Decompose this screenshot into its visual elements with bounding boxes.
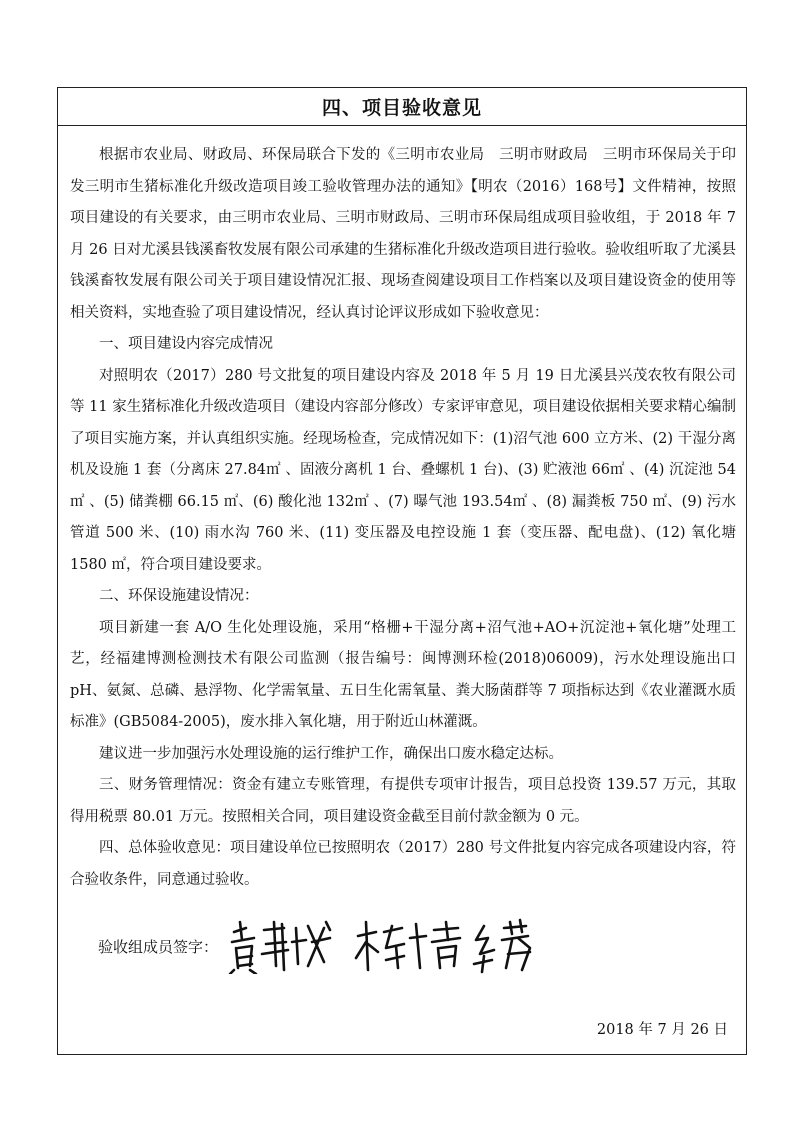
paragraph-conclusion: 四、总体验收意见：项目建设单位已按照明农（2017）280 号文件批复内容完成各项建设内容，符合验收条件，同意通过验收。	[70, 840, 736, 888]
paragraph-construction: 对照明农（2017）280 号文批复的项目建设内容及 2018 年 5 月 19 日尤溪县兴茂农牧有限公司等 11 家生猪标准化升级改造项目（建设内容部分修改）专家评审意见，项目建设依据相关要求精心编制了项目实施方案，并认真组织实施。经现场检查，完成情况如下：(1)沼气池 600 立方米、(2) 干湿分离机及设施 1 套（分离床 27.84㎡ 、固液分离机 1 台、叠螺机 1 台)、(3) 贮液池 66㎡ 、(4) 沉淀池 54 ㎡ 、(5) 储粪棚 66.15 ㎡、(6) 酸化池 132㎡ 、(7) 曝气池 193.54㎡ 、(8) 漏粪板 750 ㎡、(9) 污水管道 500 米、(10) 雨水沟 760 米、(11) 变压器及电控设施 1 套（变压器、配电盘)、(12) 氧化塘 1580 ㎡，符合项目建设要求。	[70, 367, 736, 573]
paragraph-environment: 项目新建一套 A/O 生化处理设施，采用“格栅+干湿分离+沼气池+AO+沉淀池+氧化塘”处理工艺，经福建博测检测技术有限公司监测（报告编号：闽博测环检(2018)06009)，污水处理设施出口 pH、氨氮、总磷、悬浮物、化学需氧量、五日生化需氧量、粪大肠菌群等 7 项指标达到《农业灌溉水质标准》(GB5084-2005)，废水排入氧化塘，用于附近山林灌溉。	[70, 619, 736, 730]
page-title: 四、项目验收意见	[321, 97, 482, 119]
paragraph-intro: 根据市农业局、财政局、环保局联合下发的《三明市农业局 三明市财政局 三明市环保局关于印发三明市生猪标准化升级改造项目竣工验收管理办法的通知》【明农（2016）168号】文件精神，按照项目建设的有关要求，由三明市农业局、三明市财政局、三明市环保局组成项目验收组，于 2018 年 7 月 26 日对尤溪县钱溪畜牧发展有限公司承建的生猪标准化升级改造项目进行验收。验收组听取了尤溪县钱溪畜牧发展有限公司关于项目建设情况汇报、现场查阅建设项目工作档案以及项目建设资金的使用等相关资料，实地查验了项目建设情况，经认真讨论评议形成如下验收意见：	[70, 147, 736, 321]
section-heading-2: 二、环保设施建设情况：	[99, 588, 259, 604]
paragraph-finance: 三、财务管理情况：资金有建立专账管理，有提供专项审计报告，项目总投资 139.57 万元，其取得用税票 80.01 万元。按照相关合同，项目建设资金截至目前付款金额为 0 元。	[70, 777, 736, 825]
title-row	[58, 88, 746, 126]
sign-date: 2018 年 7 月 26 日	[596, 1022, 728, 1038]
opinion-body	[70, 140, 736, 896]
opinion-form-frame	[57, 87, 747, 1055]
section-heading-1: 一、项目建设内容完成情况	[99, 336, 273, 352]
handwritten-signatures	[226, 918, 556, 974]
paragraph-suggestion: 建议进一步加强污水处理设施的运行维护工作，确保出口废水稳定达标。	[99, 745, 563, 762]
signature-row	[98, 918, 556, 974]
signature-label: 验收组成员签字：	[98, 937, 219, 956]
